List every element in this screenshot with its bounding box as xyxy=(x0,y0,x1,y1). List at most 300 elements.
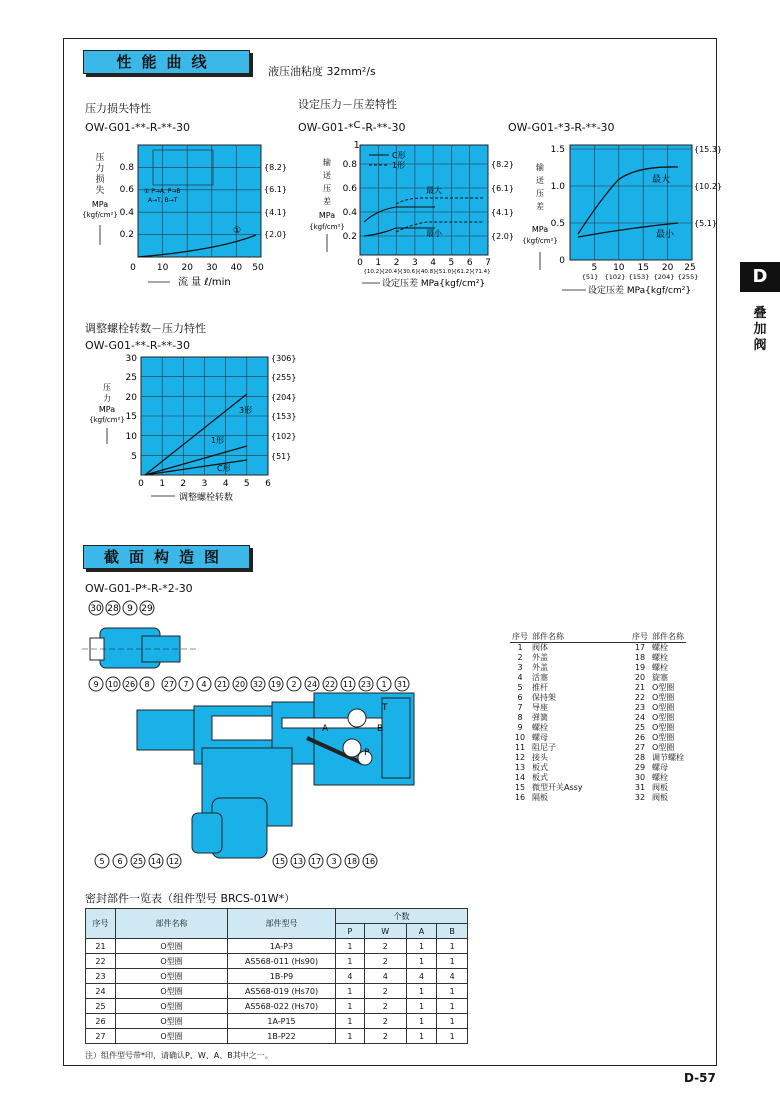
fluid-viscosity-note: 液压油粘度 32mm²/s xyxy=(268,65,376,78)
callout: 14 xyxy=(150,857,162,866)
chart1-xtick: 50 xyxy=(252,263,264,273)
chart4-xtick: 0 xyxy=(138,479,144,489)
parts-name: 接头 xyxy=(532,753,548,762)
callout: 8 xyxy=(144,680,150,689)
seal-table-caption: 密封部件一览表（组件型号 BRCS-01W*） xyxy=(85,892,296,905)
parts-name: 保持架 xyxy=(532,693,556,702)
chart4-label-1: 1形 xyxy=(211,436,225,445)
seal-cell: 2 xyxy=(364,954,406,969)
chart2-xtick: 7 xyxy=(485,258,491,268)
chart1-xtick: 0 xyxy=(130,263,136,273)
chart3-model: OW-G01-*3-R-**-30 xyxy=(508,121,615,134)
chart1-ytick: 0.2 xyxy=(119,230,134,240)
chart2-legend-c: C形 xyxy=(392,151,406,160)
parts-no: 1 xyxy=(517,643,523,652)
chart4-xtick: 5 xyxy=(243,479,250,489)
parts-name: 旋塞 xyxy=(652,673,668,682)
seal-cell: AS568-011 (Hs90) xyxy=(228,954,336,969)
chart4-rtick: {51} xyxy=(271,452,292,461)
chart2-model-1: 1 xyxy=(353,140,360,151)
cross-section-model: OW-G01-P*-R-*2-30 xyxy=(85,582,193,595)
chart1-ytick: 0.6 xyxy=(119,185,134,195)
parts-name: 微型开关Assy xyxy=(532,783,583,792)
chart3-ytick: 1.5 xyxy=(550,145,565,155)
parts-no: 12 xyxy=(514,753,526,762)
seal-cell: 2 xyxy=(364,1029,406,1044)
seal-cell: O型圈 xyxy=(116,999,228,1014)
parts-name: 阻尼子 xyxy=(532,743,556,752)
chart3-rtick: {5.1} xyxy=(694,219,717,228)
side-tab-label: 叠加阀 xyxy=(753,306,767,353)
parts-no: 16 xyxy=(514,793,526,802)
callout: 5 xyxy=(99,857,105,866)
parts-header-no: 序号 xyxy=(632,632,648,641)
parts-no: 2 xyxy=(517,653,523,662)
seal-cell: 1 xyxy=(336,984,365,999)
chart4-rtick: {153} xyxy=(271,412,297,421)
callout: 3 xyxy=(331,857,337,866)
chart1-xtick: 10 xyxy=(156,263,169,273)
parts-no: 18 xyxy=(634,653,646,662)
chart2-xtick2: {20.4} xyxy=(381,269,401,275)
parts-no: 15 xyxy=(514,783,526,792)
seal-cell: AS568-022 (Hs70) xyxy=(228,999,336,1014)
callout: 9 xyxy=(93,680,99,689)
parts-name: O型圈 xyxy=(652,693,675,702)
chart2-ytick: 0.2 xyxy=(342,232,357,242)
callout: 29 xyxy=(141,604,153,614)
seal-cell: 2 xyxy=(364,1014,406,1029)
parts-no: 32 xyxy=(634,793,646,802)
parts-name: O型圈 xyxy=(652,703,675,712)
chart4-rtick: {306} xyxy=(271,354,297,363)
chart2-yunit: MPa xyxy=(318,211,336,220)
chart2-xtick: 6 xyxy=(466,258,473,268)
chart2-model-c: C xyxy=(353,120,361,131)
chart3-xtick: 5 xyxy=(591,263,598,273)
parts-row xyxy=(510,763,686,773)
chart4-yunit: MPa xyxy=(98,405,116,414)
chart2-xtick2: {30.6} xyxy=(399,269,419,275)
chart3-xtick2: {102} xyxy=(604,273,626,281)
chart2-label-max: 最大 xyxy=(426,186,442,195)
seal-header-name: 部件名称 xyxy=(116,909,228,939)
seal-cell: 1 xyxy=(406,1029,437,1044)
chart2-model-part: -R-**-30 xyxy=(361,121,406,134)
parts-name: 螺母 xyxy=(532,733,548,742)
seal-cell: 4 xyxy=(336,969,365,984)
seal-row xyxy=(86,1029,468,1044)
parts-no: 10 xyxy=(514,733,526,742)
parts-name: 螺栓 xyxy=(652,663,668,672)
parts-row xyxy=(510,783,686,793)
seal-cell: 25 xyxy=(86,999,116,1014)
chart2-yunit2: {kgf/cm²} xyxy=(309,223,345,231)
seal-note: 注）组件型号带*印，请确认P、W、A、B其中之一。 xyxy=(85,1051,273,1060)
seal-cell: 26 xyxy=(86,1014,116,1029)
chart2-rtick: {6.1} xyxy=(491,184,514,193)
seal-cell: O型圈 xyxy=(116,969,228,984)
chart2-ytick: 0.6 xyxy=(342,184,357,194)
callouts-mid xyxy=(89,677,409,691)
parts-name: 推杆 xyxy=(532,683,548,692)
callout: 7 xyxy=(183,680,189,689)
callout: 22 xyxy=(324,680,336,689)
seal-header-no: 序号 xyxy=(86,909,116,939)
chart4-xtick: 6 xyxy=(265,479,271,489)
parts-no: 31 xyxy=(634,783,646,792)
chart3-yunit: MPa xyxy=(531,225,549,234)
parts-row xyxy=(510,753,686,763)
seal-cell: 1 xyxy=(437,999,468,1014)
parts-row xyxy=(510,793,686,803)
callout: 10 xyxy=(107,680,119,689)
page-number: D-57 xyxy=(684,1071,716,1085)
side-tab-letter: D xyxy=(740,262,780,292)
chart1-ytick: 0.4 xyxy=(119,208,134,218)
seal-cell: O型圈 xyxy=(116,1014,228,1029)
chart3-xtick: 15 xyxy=(637,263,649,273)
chart2-xtick2: {51.0} xyxy=(435,269,455,275)
chart4-ytick: 30 xyxy=(125,354,137,364)
parts-row xyxy=(510,673,686,683)
seal-cell: O型圈 xyxy=(116,1029,228,1044)
chart2-ylabel: 输 xyxy=(323,158,331,167)
parts-name: 螺栓 xyxy=(652,773,668,782)
callout: 17 xyxy=(310,857,322,866)
seal-cell: 21 xyxy=(86,939,116,954)
cross-section-drawing xyxy=(82,598,422,873)
callout: 23 xyxy=(360,680,372,689)
seal-cell: 1B-P22 xyxy=(228,1029,336,1044)
chart4-ytick: 20 xyxy=(125,393,137,403)
chart3-yunit2: {kgf/cm²} xyxy=(522,237,558,245)
chart3-ylabel: 压 xyxy=(536,189,544,198)
seal-cell: 2 xyxy=(364,939,406,954)
chart2-xtick: 5 xyxy=(448,258,455,268)
chart2-xtick2: {71.4} xyxy=(471,269,491,275)
chart4-xtick: 3 xyxy=(201,479,208,489)
seal-cell: AS568-019 (Hs70) xyxy=(228,984,336,999)
seal-cell: 23 xyxy=(86,969,116,984)
callout: 15 xyxy=(274,857,286,866)
chart1-ytick: 0.8 xyxy=(119,163,134,173)
parts-no: 26 xyxy=(634,733,646,742)
parts-row xyxy=(510,653,686,663)
chart2-xlabel: 设定压差 MPa{kgf/cm²} xyxy=(382,279,486,289)
parts-name: 活塞 xyxy=(532,673,548,682)
seal-cell: 1 xyxy=(437,939,468,954)
parts-name: 弹簧 xyxy=(532,713,548,722)
parts-name: 隔板 xyxy=(532,793,548,802)
parts-name: 阀体 xyxy=(532,643,548,652)
seal-row xyxy=(86,969,468,984)
chart3-rtick: {10.2} xyxy=(694,182,722,191)
parts-no: 3 xyxy=(517,663,523,672)
seal-cell: 1A-P15 xyxy=(228,1014,336,1029)
seal-row xyxy=(86,954,468,969)
port-label: T xyxy=(382,703,388,713)
chart3-ytick: 0 xyxy=(559,256,565,266)
parts-row xyxy=(510,713,686,723)
parts-name: 螺栓 xyxy=(652,653,668,662)
callout: 31 xyxy=(396,680,408,689)
callout: 27 xyxy=(163,680,175,689)
seal-col: A xyxy=(406,924,437,939)
parts-header-name: 部件名称 xyxy=(532,632,564,641)
parts-name: 阀板 xyxy=(652,783,668,792)
parts-name: O型圈 xyxy=(652,733,675,742)
seal-cell: 1 xyxy=(336,939,365,954)
callout: 9 xyxy=(127,604,133,614)
parts-name: 导座 xyxy=(532,703,548,712)
callout: 21 xyxy=(216,680,228,689)
parts-name: O型圈 xyxy=(652,743,675,752)
chart3-xlabel: 设定压差 MPa{kgf/cm²} xyxy=(588,286,692,296)
parts-no: 4 xyxy=(517,673,523,682)
chart2-svg xyxy=(309,140,514,290)
seal-cell: 1 xyxy=(336,1014,365,1029)
chart2-xtick: 1 xyxy=(375,258,382,268)
seal-cell: 22 xyxy=(86,954,116,969)
chart1-ylabel: 损 xyxy=(95,175,105,185)
callout: 18 xyxy=(346,857,358,866)
seal-cell: 27 xyxy=(86,1029,116,1044)
chart4-xtick: 4 xyxy=(222,479,229,489)
chart1-yunit: MPa xyxy=(91,200,109,209)
parts-name: 外盖 xyxy=(532,663,548,672)
seal-cell: 1 xyxy=(437,1014,468,1029)
seal-col: P xyxy=(336,924,365,939)
parts-row xyxy=(510,773,686,783)
parts-name: 外盖 xyxy=(532,653,548,662)
port-label: B xyxy=(377,724,384,734)
callout: 28 xyxy=(107,604,119,614)
chart4-ytick: 15 xyxy=(125,412,137,422)
seal-cell: O型圈 xyxy=(116,954,228,969)
chart1-svg xyxy=(78,140,288,290)
parts-no: 24 xyxy=(634,713,646,722)
parts-row xyxy=(510,643,686,654)
chart1-ylabel: 失 xyxy=(95,186,105,196)
callout: 2 xyxy=(291,680,297,689)
chart1-xtick: 30 xyxy=(206,263,218,273)
chart3-plot-area xyxy=(570,145,692,260)
callout: 13 xyxy=(292,857,304,866)
seal-cell: 1A-P3 xyxy=(228,939,336,954)
chart2-legend-1: 1形 xyxy=(392,161,406,170)
seal-cell: 1 xyxy=(437,1029,468,1044)
chart1-model: OW-G01-**-R-**-30 xyxy=(85,121,191,134)
chart2-rtick: {8.2} xyxy=(491,160,514,169)
parts-no: 5 xyxy=(517,683,523,692)
seal-cell: 2 xyxy=(364,999,406,1014)
chart1-legend2: A→T, B→T xyxy=(148,197,178,204)
chart3-xtick2: {204} xyxy=(653,273,675,281)
seal-row xyxy=(86,984,468,999)
seal-cell: 4 xyxy=(406,969,437,984)
chart4-heading: 调整螺栓转数－压力特性 xyxy=(85,322,206,335)
chart3-ylabel: 输 xyxy=(536,163,544,172)
seal-cell: 1 xyxy=(437,984,468,999)
chart2-ytick: 0.4 xyxy=(342,208,357,218)
chart4-xtick: 1 xyxy=(159,479,166,489)
parts-name: O型圈 xyxy=(652,723,675,732)
parts-no: 14 xyxy=(514,773,526,782)
parts-row xyxy=(510,733,686,743)
chart4-ytick: 5 xyxy=(131,452,137,462)
parts-row xyxy=(510,703,686,713)
chart1-xlabel: 流 量 ℓ/min xyxy=(178,277,231,288)
chart1-yunit2: {kgf/cm²} xyxy=(82,211,118,219)
callout: 26 xyxy=(124,680,136,689)
parts-no: 30 xyxy=(634,773,646,782)
parts-row xyxy=(510,723,686,733)
chart1-xtick: 20 xyxy=(181,263,193,273)
chart2-ylabel: 差 xyxy=(323,197,331,206)
callout: 19 xyxy=(270,680,282,689)
seal-col: W xyxy=(364,924,406,939)
seal-cell: 4 xyxy=(437,969,468,984)
callout: 6 xyxy=(117,857,123,866)
parts-no: 17 xyxy=(634,643,646,652)
seal-cell: 1 xyxy=(406,999,437,1014)
parts-no: 6 xyxy=(517,693,523,702)
seal-table xyxy=(85,908,468,1044)
chart4-model: OW-G01-**-R-**-30 xyxy=(85,339,191,352)
chart2-xtick2: {61.2} xyxy=(453,269,473,275)
chart4-xlabel: 调整螺栓转数 xyxy=(179,493,234,503)
parts-no: 7 xyxy=(517,703,523,712)
chart1-ylabel: 压 xyxy=(95,153,105,163)
chart2-heading: 设定压力－压差特性 xyxy=(298,98,397,111)
chart3-ylabel: 差 xyxy=(536,202,544,211)
parts-no: 29 xyxy=(634,763,646,772)
parts-no: 9 xyxy=(517,723,523,732)
chart2-xtick: 2 xyxy=(393,258,400,268)
parts-no: 27 xyxy=(634,743,646,752)
chart2-ylabel: 送 xyxy=(323,171,331,180)
seal-col: B xyxy=(437,924,468,939)
parts-no: 28 xyxy=(634,753,646,762)
chart1-rtick: {2.0} xyxy=(264,230,287,239)
callout: 32 xyxy=(252,680,264,689)
parts-name: 螺栓 xyxy=(532,723,548,732)
chart1-legend1: ① P→A, P→B xyxy=(144,188,181,195)
seal-cell: 1B-P9 xyxy=(228,969,336,984)
chart2-model-part: OW-G01-* xyxy=(298,121,354,134)
chart2-xtick2: {40.8} xyxy=(417,269,437,275)
parts-no: 19 xyxy=(634,663,646,672)
chart3-xtick2: {51} xyxy=(581,273,599,281)
seal-header-qty: 个数 xyxy=(336,909,468,924)
main-body xyxy=(137,693,414,858)
chart2-model xyxy=(298,120,406,151)
callout: 1 xyxy=(381,680,387,689)
chart2-plot-area xyxy=(360,145,488,255)
seal-cell: 4 xyxy=(364,969,406,984)
parts-name: 板式 xyxy=(532,763,548,772)
chart3-label-max: 最大 xyxy=(652,175,671,185)
port-label: P xyxy=(364,748,370,758)
chart1-heading: 压力损失特性 xyxy=(85,102,151,115)
chart2-ylabel: 压 xyxy=(323,184,331,193)
top-detail xyxy=(82,628,197,668)
chart3-svg xyxy=(518,140,722,300)
chart3-xtick: 10 xyxy=(613,263,625,273)
chart2-ytick: 0.8 xyxy=(342,160,357,170)
chart2-xtick2: {10.2} xyxy=(363,269,383,275)
callout: 16 xyxy=(364,857,376,866)
section-title-performance: 性能曲线 xyxy=(83,50,250,74)
seal-cell: 1 xyxy=(336,999,365,1014)
chart4-yunit2: {kgf/cm²} xyxy=(89,416,125,424)
seal-cell: 24 xyxy=(86,984,116,999)
parts-row xyxy=(510,693,686,703)
chart3-rtick: {15.3} xyxy=(694,145,722,154)
parts-no: 21 xyxy=(634,683,646,692)
chart1-xtick: 40 xyxy=(230,263,243,273)
callout: 25 xyxy=(132,857,144,866)
chart1-ylabel: 力 xyxy=(95,164,105,174)
callout: 12 xyxy=(168,857,180,866)
seal-header-type: 部件型号 xyxy=(228,909,336,939)
parts-name: 阀板 xyxy=(652,793,668,802)
parts-no: 8 xyxy=(517,713,523,722)
parts-name: 板式 xyxy=(532,773,548,782)
parts-name: 螺栓 xyxy=(652,643,668,652)
parts-list xyxy=(510,632,686,803)
chart4-rtick: {255} xyxy=(271,373,297,382)
callout: 4 xyxy=(201,680,207,689)
seal-row xyxy=(86,1014,468,1029)
chart4-rtick: {102} xyxy=(271,432,297,441)
chart2-xtick: 0 xyxy=(357,258,363,268)
parts-name: O型圈 xyxy=(652,683,675,692)
chart4-ylabel: 力 xyxy=(103,394,111,403)
seal-cell: 1 xyxy=(336,1029,365,1044)
seal-cell: O型圈 xyxy=(116,939,228,954)
seal-cell: 1 xyxy=(336,954,365,969)
seal-row xyxy=(86,999,468,1014)
parts-no: 13 xyxy=(514,763,526,772)
chart4-label-3: 3形 xyxy=(239,406,253,415)
parts-name: 螺母 xyxy=(652,763,668,772)
parts-no: 22 xyxy=(634,693,646,702)
chart2-xtick: 3 xyxy=(412,258,418,268)
chart4-xtick: 2 xyxy=(180,479,187,489)
chart1-mark: ① xyxy=(233,226,242,236)
callout: 11 xyxy=(342,680,354,689)
parts-no: 23 xyxy=(634,703,646,712)
seal-cell: 1 xyxy=(406,1014,437,1029)
chart3-xtick2: {255} xyxy=(677,273,699,281)
chart3-label-min: 最小 xyxy=(656,230,675,240)
chart4-ylabel: 压 xyxy=(103,383,111,392)
seal-cell: 1 xyxy=(406,939,437,954)
chart2-xtick: 4 xyxy=(430,258,436,268)
chart4-ytick: 10 xyxy=(125,432,137,442)
section-title-cross-section: 截面构造图 xyxy=(83,545,250,569)
parts-row xyxy=(510,663,686,673)
callout: 20 xyxy=(234,680,246,689)
parts-header-no: 序号 xyxy=(512,632,528,641)
parts-no: 20 xyxy=(634,673,646,682)
chart3-xtick: 20 xyxy=(661,263,674,273)
chart2-rtick: {4.1} xyxy=(491,208,514,217)
chart4-svg xyxy=(85,352,295,507)
seal-cell: O型圈 xyxy=(116,984,228,999)
